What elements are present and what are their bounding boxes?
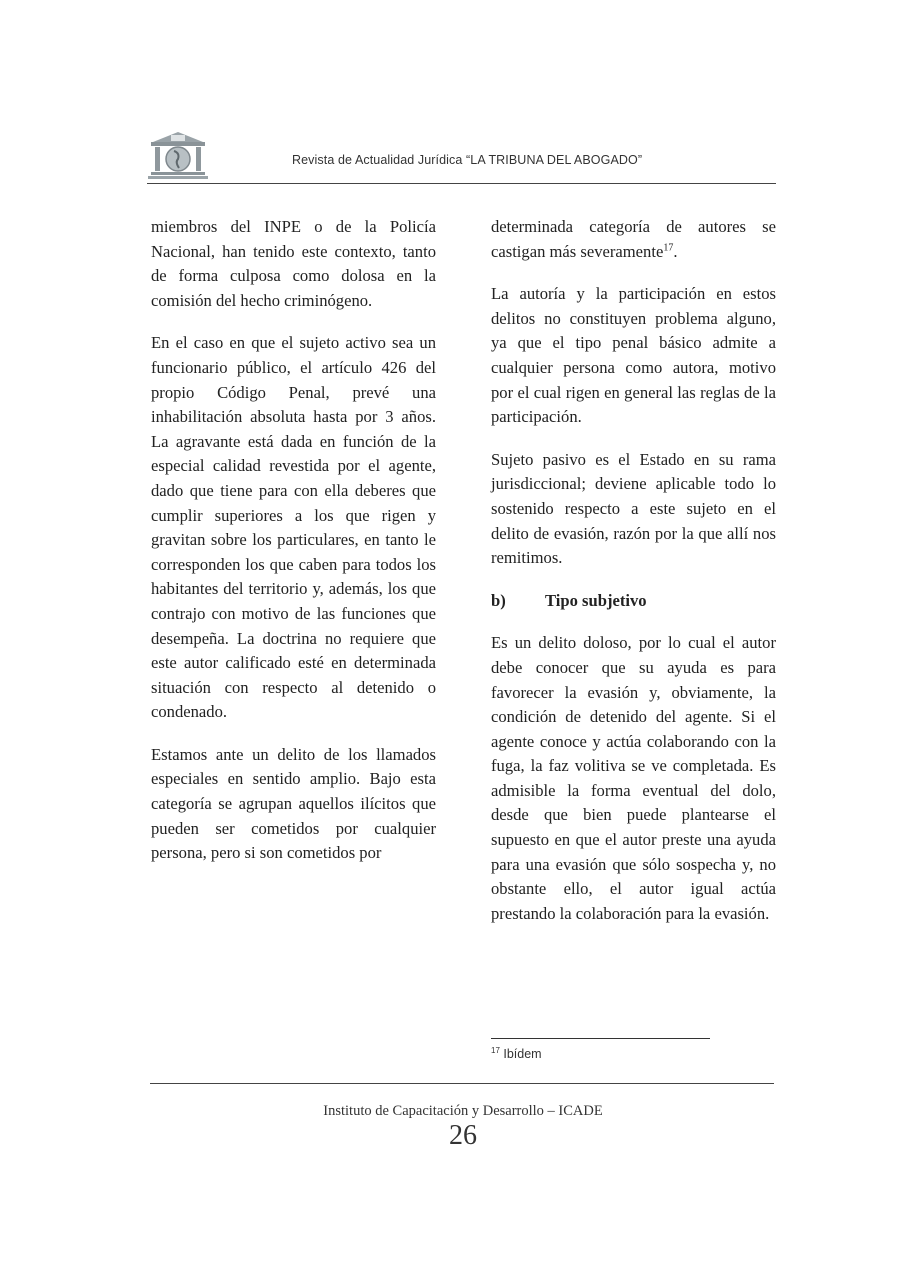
paragraph: Sujeto pasivo es el Estado en su rama jurisdiccional; deviene aplicable todo lo sostenido respecto a este sujeto en el delito de evasión, razón por la que allí nos remitimos. xyxy=(491,449,776,568)
paragraph: La autoría y la participación en estos delitos no constituyen problema alguno, ya que el tipo penal básico admite a cualquier persona como autora, motivo por el cual rigen en general las reglas de la participación. xyxy=(491,284,776,427)
paragraph xyxy=(491,215,776,264)
paragraph: Es un delito doloso, por lo cual el autor debe conocer que su ayuda es para favorecer la evasión y, obviamente, la condición de detenido del agente. Si el agente conoce y actúa colaborando con la fuga, la faz volitiva se ve completada. Es admisible la forma eventual del dolo, desde que bien puede plantearse el supuesto en que el autor preste una ayuda para una evasión que sólo sospecha y, no obstante ello, el autor igual actúa prestando la colaboración para la evasión. xyxy=(491,633,776,923)
icade-logo xyxy=(147,130,209,182)
left-column xyxy=(151,215,436,884)
heading-text: Tipo subjetivo xyxy=(545,590,647,610)
section-heading xyxy=(491,589,776,614)
header-divider xyxy=(147,183,776,184)
footnote xyxy=(491,1047,542,1061)
footer-divider xyxy=(150,1083,774,1084)
paragraph-end: . xyxy=(673,241,678,261)
right-column xyxy=(491,215,776,944)
footnote-text: Ibídem xyxy=(499,1047,542,1061)
footnote-number: 17 xyxy=(491,1045,500,1055)
footnote-ref[interactable]: 17 xyxy=(663,242,674,254)
page-number: 26 xyxy=(449,1120,477,1151)
paragraph: miembros del INPE o de la Policía Nacional, han tenido este contexto, tanto de forma culposa como dolosa en la comisión del hecho criminógeno. xyxy=(151,217,436,310)
paragraph: En el caso en que el sujeto activo sea un funcionario público, el artículo 426 del propio Código Penal, prevé una inhabilitación absoluta hasta por 3 años. La agravante está dada en función de la especial calidad revestida por el agente, dado que tiene para con ella deberes que cumplir superiores a los que rigen y gravitan sobre los particulares, en tanto le corresponden los que caben para todos los habitantes del territorio y, además, los que contrajo con motivo de las funciones que desempeña. La doctrina no requiere que este autor calificado esté en determinada situación con respecto al detenido o condenado. xyxy=(151,333,436,722)
heading-number: b) xyxy=(491,590,506,610)
paragraph: Estamos ante un delito de los llamados especiales en sentido amplio. Bajo esta categoría se agrupan aquellos ilícitos que pueden ser cometidos por cualquier persona, pero si son cometidos por xyxy=(151,744,436,863)
journal-title: Revista de Actualidad Jurídica “LA TRIBUNA DEL ABOGADO” xyxy=(292,153,643,167)
paragraph-text: determinada categoría de autores se castigan más severamente xyxy=(491,217,776,261)
footnote-divider xyxy=(491,1038,710,1039)
footer-institution: Instituto de Capacitación y Desarrollo – ICADE xyxy=(323,1103,603,1119)
